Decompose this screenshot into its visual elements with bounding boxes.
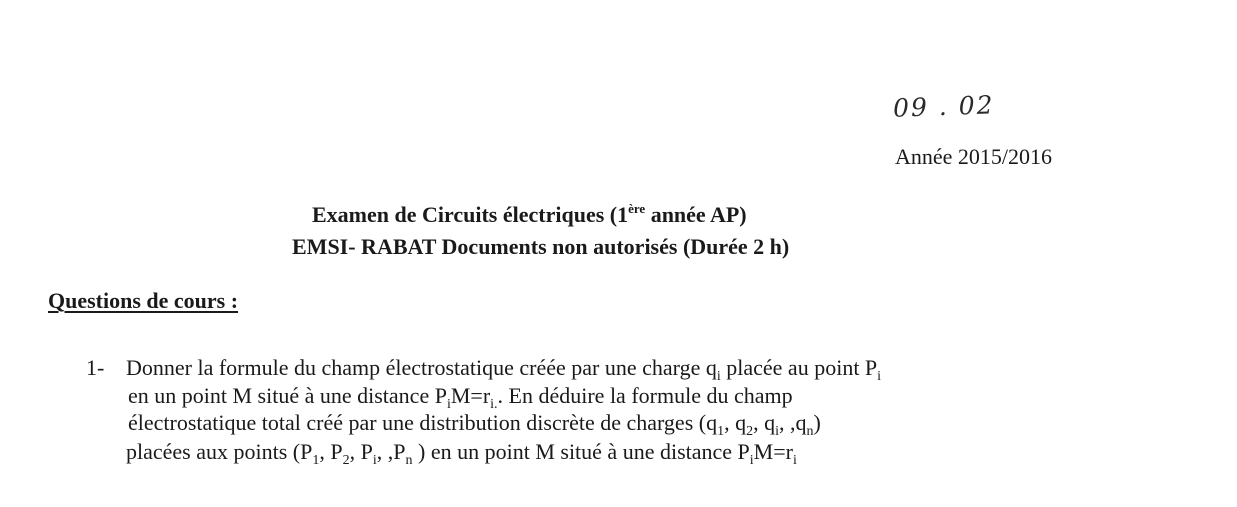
text: ) <box>813 410 821 435</box>
subscript: 2 <box>746 424 754 439</box>
text: , ,P <box>376 439 406 464</box>
text: , q <box>724 410 747 435</box>
text: , q <box>753 410 776 435</box>
subscript: i <box>749 453 754 468</box>
text: , P <box>349 439 373 464</box>
subscript: n <box>405 453 413 468</box>
subscript: 1 <box>312 453 320 468</box>
text: placée au point P <box>720 355 878 380</box>
question-line-1 <box>126 357 881 384</box>
question-number: 1- <box>86 355 105 380</box>
question-line-4 <box>126 441 797 468</box>
text: . En déduire la formule du champ <box>497 383 793 408</box>
academic-year: Année 2015/2016 <box>895 144 1053 169</box>
title-text-end: année AP) <box>645 202 747 227</box>
text: , ,q <box>778 410 807 435</box>
subscript: n <box>806 424 814 439</box>
question-line-2 <box>128 385 793 412</box>
text: placées aux points (P <box>126 439 313 464</box>
question-line-3 <box>128 412 821 439</box>
handwritten-note: 09 . 02 <box>892 90 995 123</box>
text: en un point M situé à une distance P <box>128 383 447 408</box>
subscript: i <box>372 453 377 468</box>
subscript: 1 <box>717 424 725 439</box>
title-superscript: ère <box>628 201 646 216</box>
text: M=r <box>753 439 793 464</box>
subscript: i <box>775 424 779 439</box>
subscript: i <box>877 369 882 384</box>
text: ) en un point M situé à une distance P <box>412 439 750 464</box>
subscript: i <box>716 369 721 384</box>
exam-subtitle: EMSI- RABAT Documents non autorisés (Durée 2 h) <box>292 234 790 259</box>
text: Donner la formule du champ électrostatique créée par une charge q <box>126 355 717 380</box>
title-text: Examen de Circuits électriques (1 <box>312 202 629 227</box>
subscript: i <box>446 397 451 412</box>
subscript: i <box>792 453 797 468</box>
text: électrostatique total créé par une distribution discrète de charges (q <box>128 410 718 435</box>
subscript: 2 <box>342 453 350 468</box>
text: M=r <box>450 383 491 408</box>
text: , P <box>319 439 343 464</box>
subscript: i. <box>490 397 498 412</box>
exam-title <box>312 202 747 226</box>
section-heading: Questions de cours : <box>48 288 239 313</box>
